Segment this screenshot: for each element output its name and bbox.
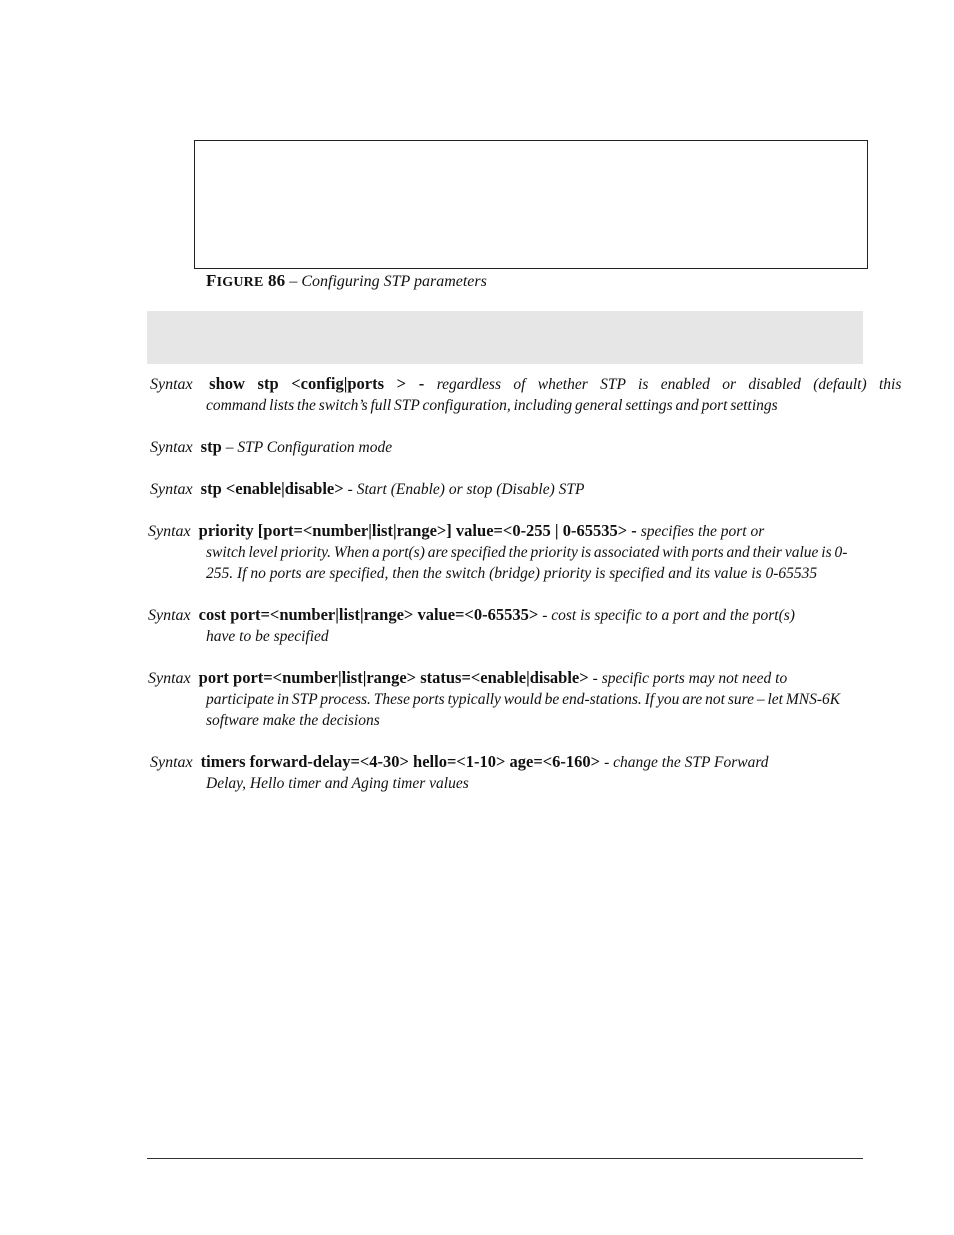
figure-caption-text: Configuring STP parameters [301, 273, 487, 290]
figure-caption: FIGURE 86 – Configuring STP parameters [206, 271, 487, 290]
syntax-entry: Syntax stp – STP Configuration mode [150, 437, 393, 456]
footer-rule [147, 1158, 863, 1159]
syntax-entry: Syntax cost port=<number|list|range> value=<0-65535> - cost is specific to a port and the port(s) have to be specified [148, 605, 795, 645]
syntax-entry: Syntax port port=<number|list|range> status=<enable|disable> - specific ports may not need to participate in STP process. These ports typically would be end-stations. If you are not sure – let MNS-6K software make the decisions [148, 668, 841, 729]
syntax-entry: Syntax show stp <config|ports > - regardless of whether STP is enabled or disabled (default) this command lists the switch’s full STP configuration, including general settings and port settings [150, 374, 902, 414]
syntax-entry: Syntax priority [port=<number|list|range>] value=<0-255 | 0-65535> - specifies the port or switch level priority. When a port(s) are specified the priority is associated with ports and their value is 0- 255. If no ports are specified, then the switch (bridge) priority is specified and its value is 0-65535 [148, 521, 848, 582]
figure-box [194, 140, 868, 269]
figure-label: FIGURE 86 [206, 271, 286, 290]
shaded-band [147, 311, 863, 364]
syntax-entry: Syntax stp <enable|disable> - Start (Enable) or stop (Disable) STP [150, 479, 585, 498]
syntax-entry: Syntax timers forward-delay=<4-30> hello=<1-10> age=<6-160> - change the STP Forward Delay, Hello timer and Aging timer values [150, 752, 769, 792]
